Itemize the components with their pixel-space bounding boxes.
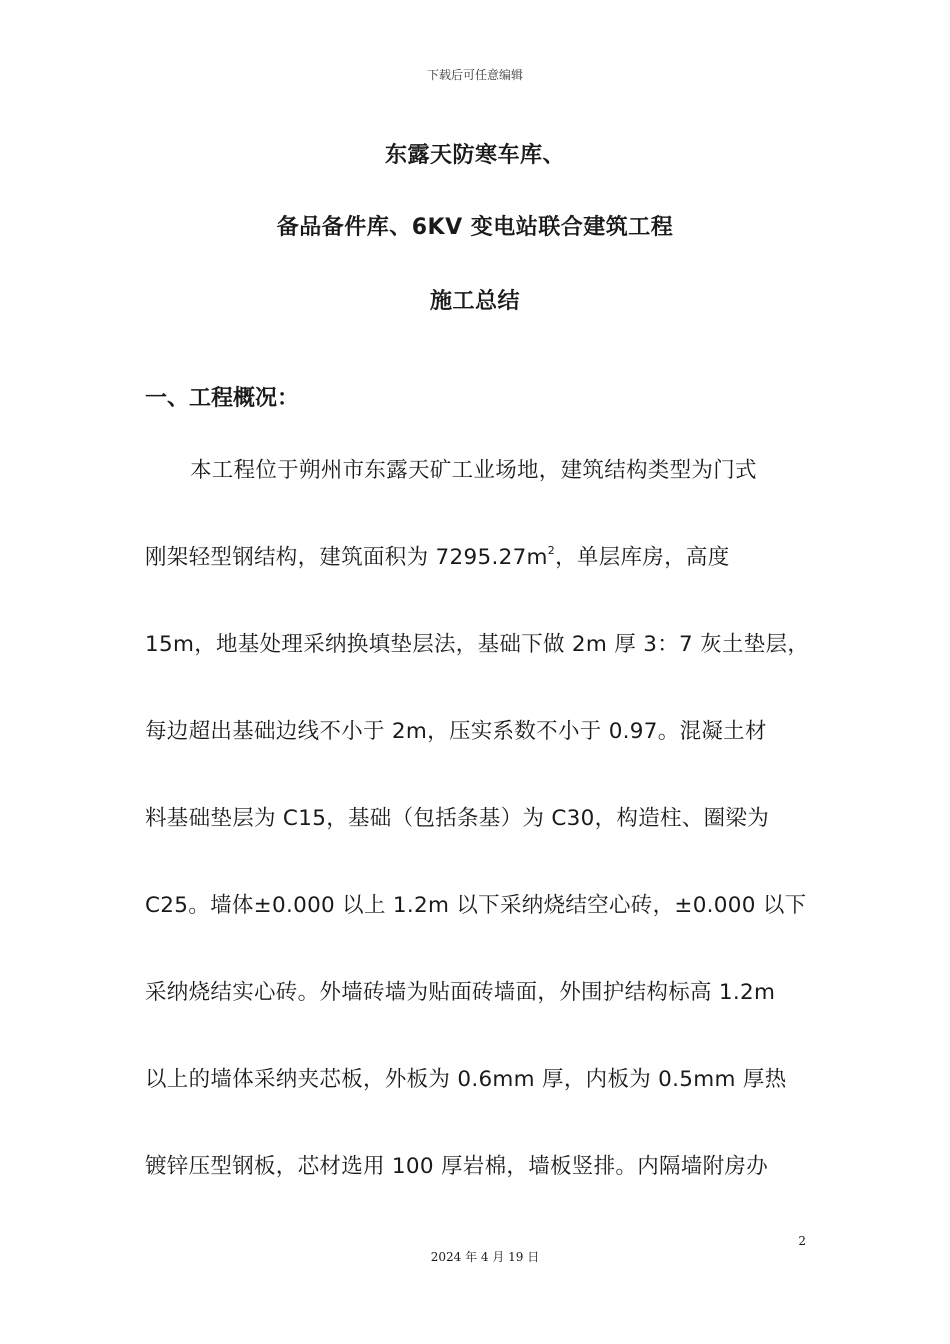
page-number: 2 — [798, 1234, 806, 1248]
paragraph-line: 15m，地基处理采纳换填垫层法，基础下做 2m 厚 3：7 灰土垫层， — [145, 632, 810, 657]
paragraph-line: 采纳烧结实心砖。外墙砖墙为贴面砖墙面，外围护结构标高 1.2m — [145, 980, 776, 1005]
paragraph-line: 镀锌压型钢板，芯材选用 100 厚岩棉，墙板竖排。内隔墙附房办 — [145, 1154, 769, 1179]
document-title-line-1: 东露天防寒车库、 — [384, 143, 565, 168]
paragraph-text: ，单层库房，高度 — [555, 545, 730, 570]
paragraph-line: 以上的墙体采纳夹芯板，外板为 0.6mm 厚，内板为 0.5mm 厚热 — [145, 1067, 787, 1092]
document-title-line-3: 施工总结 — [429, 289, 520, 314]
page-header: 下载后可任意编辑 — [426, 68, 523, 82]
paragraph-line — [145, 540, 817, 571]
superscript-exponent: 2 — [547, 544, 556, 557]
paragraph-line: 料基础垫层为 C15，基础（包括条基）为 C30，构造柱、圈梁为 — [145, 806, 770, 831]
paragraph-line: 每边超出基础边线不小于 2m，压实系数不小于 0.97。混凝土材 — [145, 719, 767, 744]
paragraph-line: C25。墙体±0.000 以上 1.2m 以下采纳烧结空心砖，±0.000 以下 — [145, 893, 807, 918]
section-heading: 一、工程概况： — [145, 386, 300, 411]
document-title-line-2: 备品备件库、6KV 变电站联合建筑工程 — [276, 215, 674, 240]
paragraph-text: 刚架轻型钢结构，建筑面积为 7295.27m — [145, 545, 548, 570]
paragraph-line: 本工程位于朔州市东露天矿工业场地，建筑结构类型为门式 — [190, 458, 757, 483]
page-footer-date: 2024 年 4 月 19 日 — [430, 1250, 540, 1264]
